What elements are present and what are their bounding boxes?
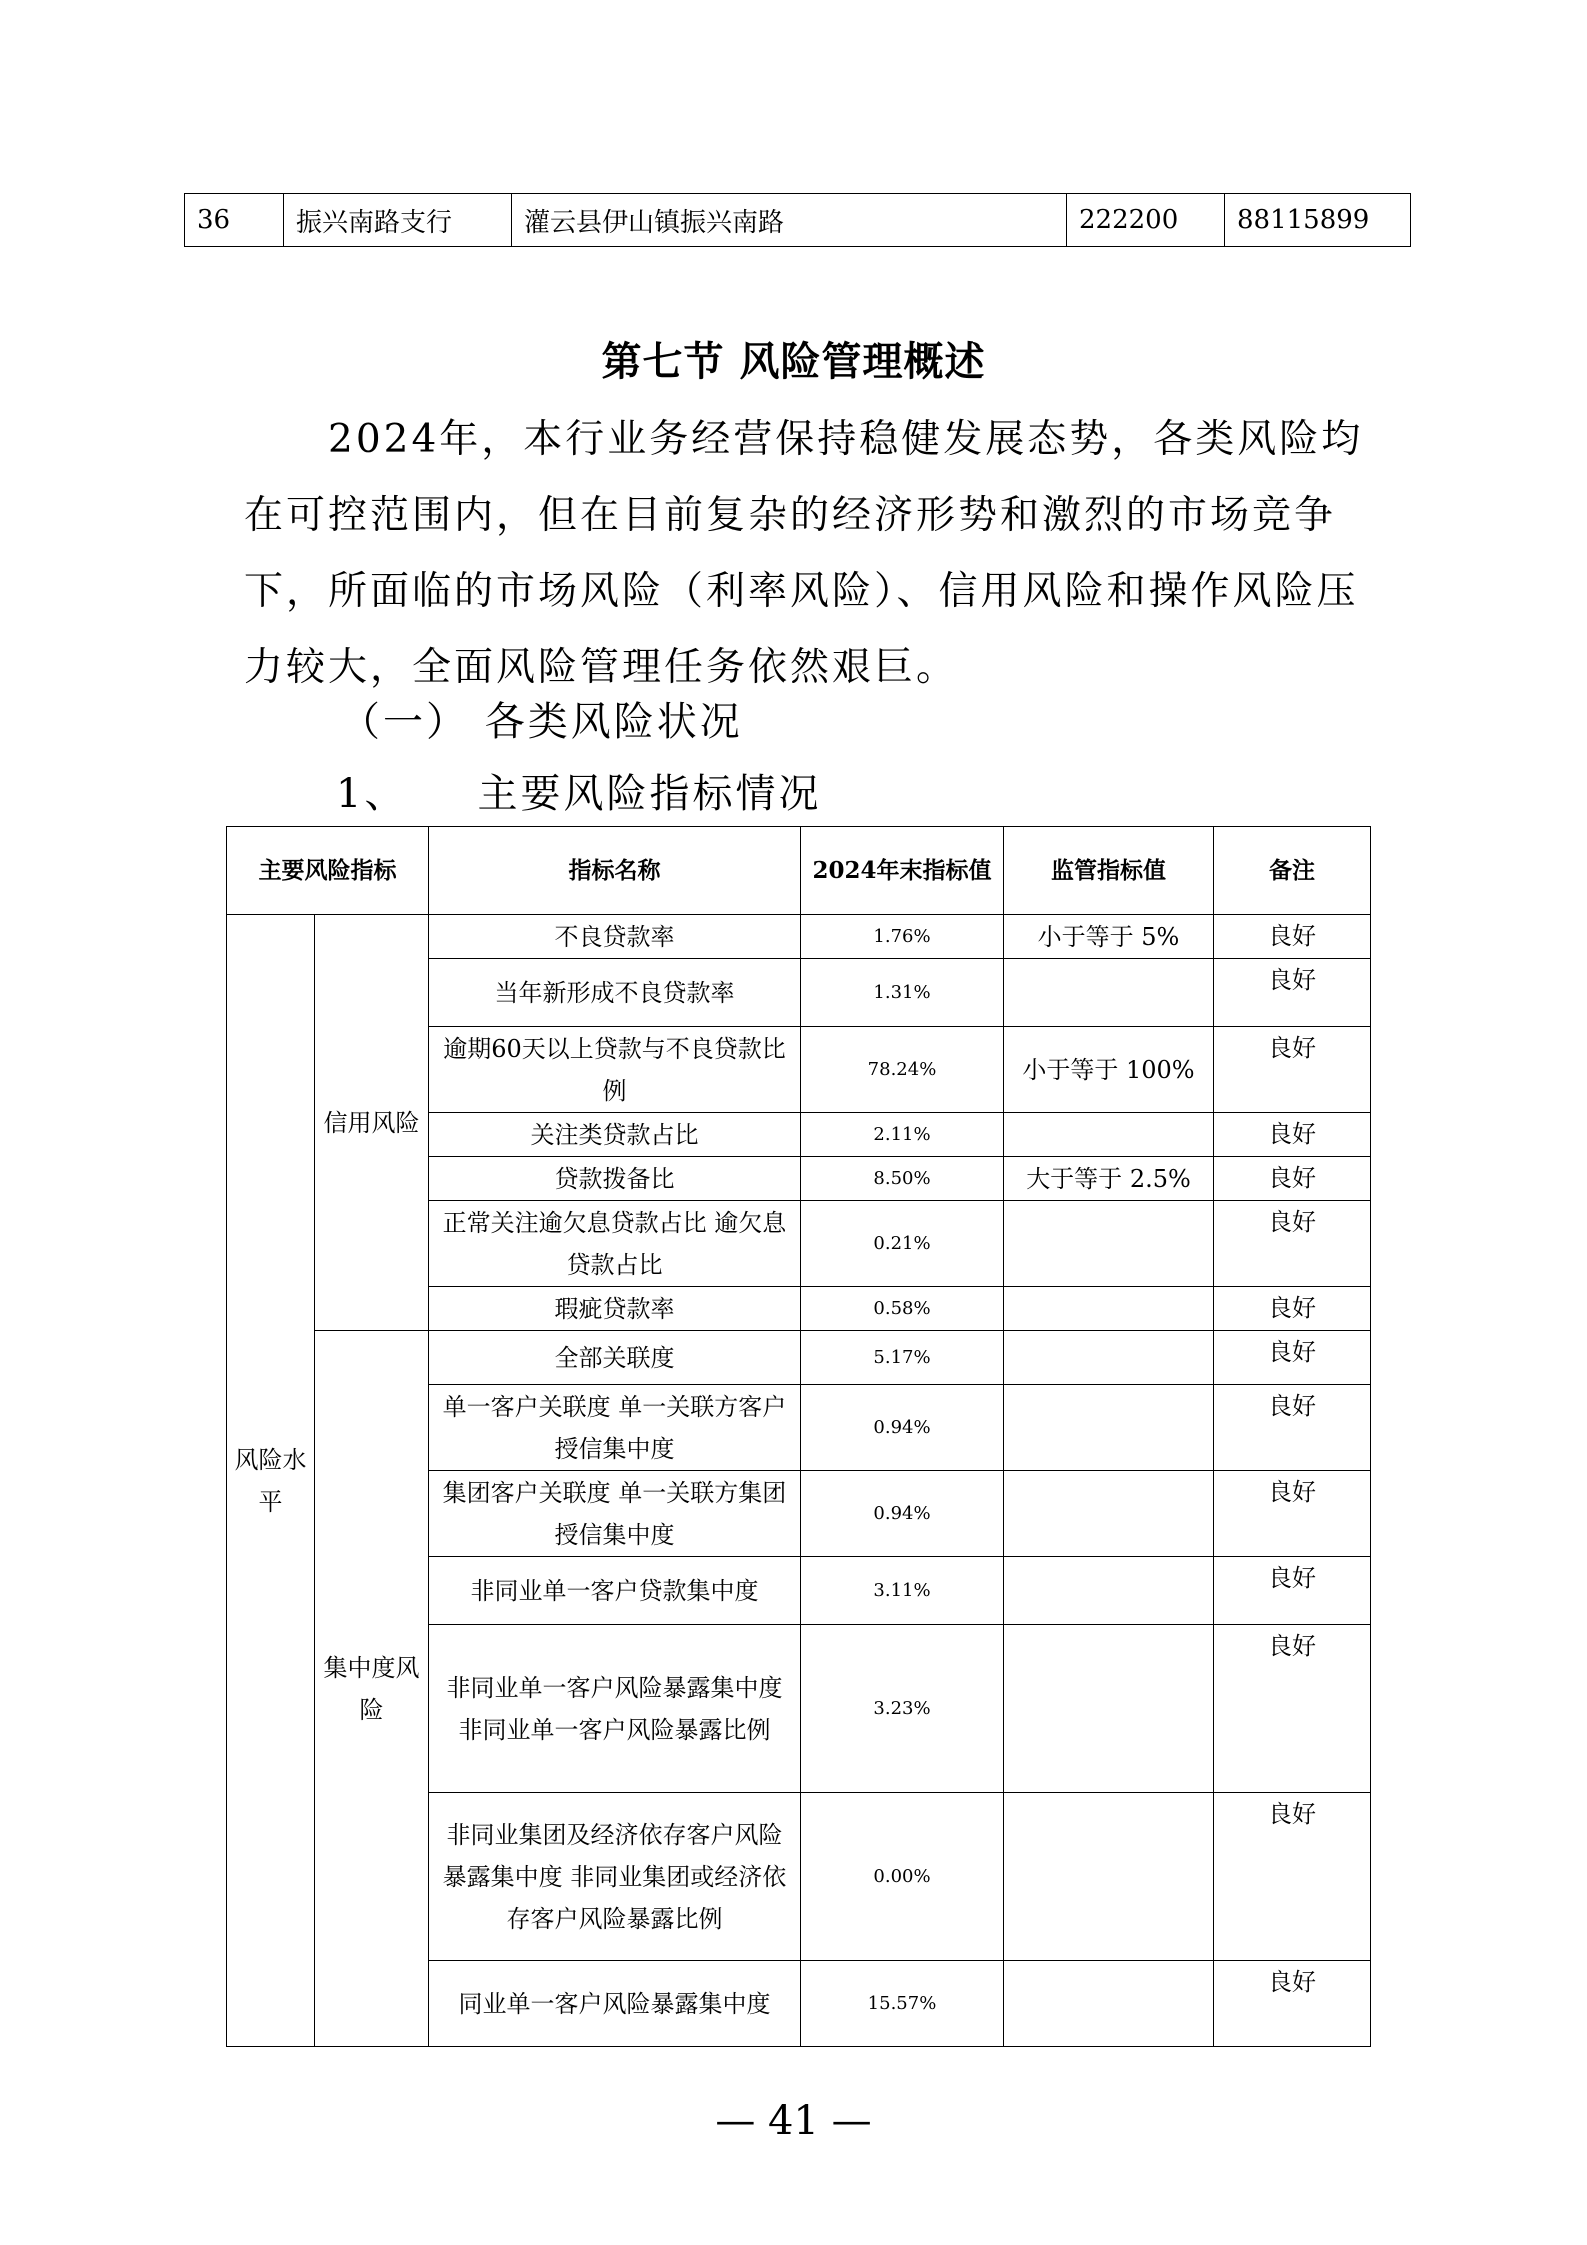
subheading-main-indicators xyxy=(336,762,821,819)
indicator-value: 0.94% xyxy=(801,1385,1004,1471)
header-regulatory-value: 监管指标值 xyxy=(1004,827,1214,915)
indicator-note: 良好 xyxy=(1214,1157,1371,1201)
regulatory-value xyxy=(1004,1557,1214,1625)
branch-postcode: 222200 xyxy=(1067,194,1225,247)
indicator-note: 良好 xyxy=(1214,1793,1371,1961)
regulatory-value xyxy=(1004,1287,1214,1331)
branch-phone: 88115899 xyxy=(1225,194,1411,247)
branch-number: 36 xyxy=(185,194,284,247)
indicator-value: 1.76% xyxy=(801,915,1004,959)
indicator-note: 良好 xyxy=(1214,1385,1371,1471)
indicator-value: 0.94% xyxy=(801,1471,1004,1557)
indicator-note: 良好 xyxy=(1214,1961,1371,2047)
indicator-value: 2.11% xyxy=(801,1113,1004,1157)
indicator-note: 良好 xyxy=(1214,1201,1371,1287)
indicator-value: 3.11% xyxy=(801,1557,1004,1625)
indicator-name: 瑕疵贷款率 xyxy=(429,1287,801,1331)
indicator-value: 78.24% xyxy=(801,1027,1004,1113)
regulatory-value xyxy=(1004,1793,1214,1961)
regulatory-value xyxy=(1004,1385,1214,1471)
regulatory-value xyxy=(1004,1625,1214,1793)
indicator-name: 逾期60天以上贷款与不良贷款比例 xyxy=(429,1027,801,1113)
indicator-name: 非同业单一客户风险暴露集中度 非同业单一客户风险暴露比例 xyxy=(429,1625,801,1793)
indicator-value: 5.17% xyxy=(801,1331,1004,1385)
regulatory-value: 大于等于 2.5% xyxy=(1004,1157,1214,1201)
regulatory-value xyxy=(1004,1961,1214,2047)
branch-name: 振兴南路支行 xyxy=(284,194,512,247)
concentration-risk-group: 集中度风险 xyxy=(315,1331,429,2047)
indicator-name: 不良贷款率 xyxy=(429,915,801,959)
risk-level-cell: 风险水平 xyxy=(227,915,315,2047)
indicator-note: 良好 xyxy=(1214,1113,1371,1157)
regulatory-value xyxy=(1004,1201,1214,1287)
regulatory-value xyxy=(1004,1113,1214,1157)
page-number: — 41 — xyxy=(715,2098,872,2144)
indicator-name: 关注类贷款占比 xyxy=(429,1113,801,1157)
indicator-name: 非同业单一客户贷款集中度 xyxy=(429,1557,801,1625)
indicator-note: 良好 xyxy=(1214,1471,1371,1557)
indicator-name: 正常关注逾欠息贷款占比 逾欠息贷款占比 xyxy=(429,1201,801,1287)
subheading-risk-status: （一） 各类风险状况 xyxy=(340,699,743,745)
table-header-row xyxy=(227,827,1371,915)
regulatory-value xyxy=(1004,1331,1214,1385)
header-note: 备注 xyxy=(1214,827,1371,915)
indicator-name: 贷款拨备比 xyxy=(429,1157,801,1201)
indicator-note: 良好 xyxy=(1214,1557,1371,1625)
subheading-text: 主要风险指标情况 xyxy=(477,771,822,817)
regulatory-value: 小于等于 100% xyxy=(1004,1027,1214,1113)
section-paragraph: 2024年，本行业务经营保持稳健发展态势，各类风险均在可控范围内，但在目前复杂的经济形势和激烈的市场竞争下，所面临的市场风险（利率风险）、信用风险和操作风险压力较大，全面风险管理任务依然艰巨。 xyxy=(244,417,1364,690)
indicator-note: 良好 xyxy=(1214,915,1371,959)
regulatory-value: 小于等于 5% xyxy=(1004,915,1214,959)
indicator-name: 当年新形成不良贷款率 xyxy=(429,959,801,1027)
indicator-note: 良好 xyxy=(1214,959,1371,1027)
branch-address-table xyxy=(184,193,1411,247)
indicator-name: 集团客户关联度 单一关联方集团授信集中度 xyxy=(429,1471,801,1557)
table-row xyxy=(185,194,1411,247)
header-main-indicator: 主要风险指标 xyxy=(227,827,429,915)
header-indicator-name: 指标名称 xyxy=(429,827,801,915)
indicator-name: 单一客户关联度 单一关联方客户授信集中度 xyxy=(429,1385,801,1471)
subheading-number: 1、 xyxy=(336,771,408,817)
indicator-note: 良好 xyxy=(1214,1287,1371,1331)
indicator-value: 0.21% xyxy=(801,1201,1004,1287)
credit-risk-group: 信用风险 xyxy=(315,915,429,1331)
section-title: 第七节 风险管理概述 xyxy=(601,338,986,385)
indicator-note: 良好 xyxy=(1214,1331,1371,1385)
indicator-value: 3.23% xyxy=(801,1625,1004,1793)
table-row xyxy=(227,1331,1371,1385)
regulatory-value xyxy=(1004,959,1214,1027)
indicator-name: 同业单一客户风险暴露集中度 xyxy=(429,1961,801,2047)
branch-address: 灌云县伊山镇振兴南路 xyxy=(512,194,1067,247)
indicator-name: 非同业集团及经济依存客户风险暴露集中度 非同业集团或经济依存客户风险暴露比例 xyxy=(429,1793,801,1961)
indicator-value: 0.58% xyxy=(801,1287,1004,1331)
indicator-value: 8.50% xyxy=(801,1157,1004,1201)
indicator-note: 良好 xyxy=(1214,1027,1371,1113)
indicator-note: 良好 xyxy=(1214,1625,1371,1793)
indicator-name: 全部关联度 xyxy=(429,1331,801,1385)
regulatory-value xyxy=(1004,1471,1214,1557)
table-row xyxy=(227,915,1371,959)
indicator-value: 0.00% xyxy=(801,1793,1004,1961)
indicator-value: 1.31% xyxy=(801,959,1004,1027)
header-year-end-value: 2024年末指标值 xyxy=(801,827,1004,915)
indicator-value: 15.57% xyxy=(801,1961,1004,2047)
risk-indicator-table xyxy=(226,826,1371,2047)
